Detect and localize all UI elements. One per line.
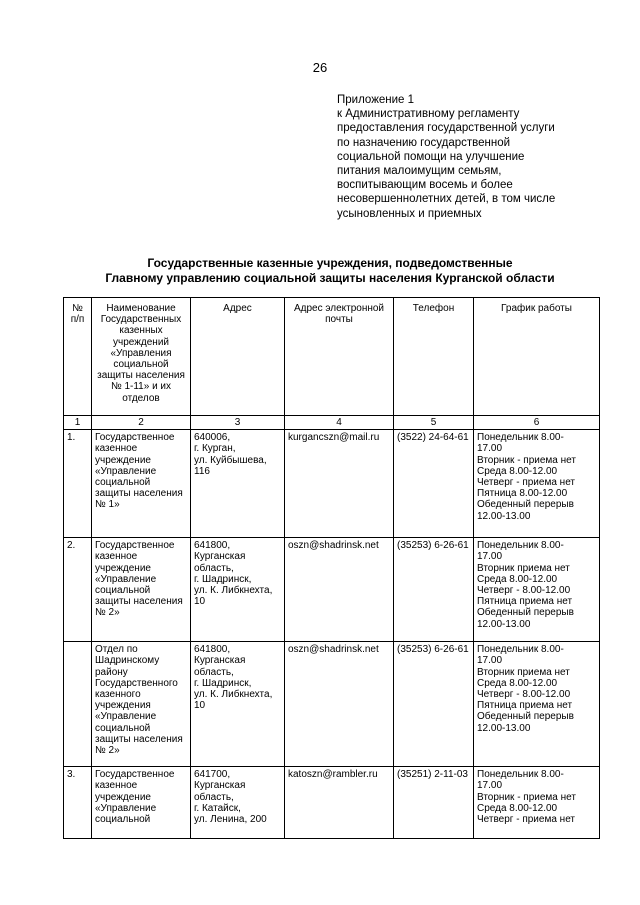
appendix-line: предоставления государственной услуги xyxy=(337,122,555,135)
schedule-line: Четверг - 8.00-12.00 xyxy=(477,585,571,597)
schedule-line: Среда 8.00-12.00 xyxy=(477,573,558,585)
row-num: 2. xyxy=(64,538,92,642)
address-line: 641700, xyxy=(194,769,231,781)
row-address xyxy=(191,430,285,538)
address-line: г. Катайск, xyxy=(194,802,241,814)
address-line: 641800, xyxy=(194,644,231,656)
schedule-line: 17.00 xyxy=(477,655,503,667)
row-num xyxy=(64,642,92,767)
title-line: Государственные казенные учреждения, подведомственные xyxy=(147,256,513,270)
schedule-line: Среда 8.00-12.00 xyxy=(477,802,558,814)
schedule-line: 12.00-13.00 xyxy=(477,618,531,630)
address-line: область, xyxy=(194,666,234,678)
schedule-line: Пятница 8.00-12.00 xyxy=(477,488,568,500)
header-address: Адрес xyxy=(191,298,285,416)
appendix-line: усыновленных и приемных xyxy=(337,207,482,220)
address-line: 640006, xyxy=(194,432,231,444)
column-number: 1 xyxy=(64,416,92,430)
appendix-line: несовершеннолетних детей, в том числе xyxy=(337,193,556,206)
row-schedule xyxy=(474,767,600,839)
document-title xyxy=(60,256,600,286)
address-line: 641800, xyxy=(194,540,231,552)
row-address xyxy=(191,538,285,642)
schedule-line: Вторник приема нет xyxy=(477,666,570,678)
address-line: ул. К. Либкнехта, xyxy=(194,689,273,701)
schedule-line: Обеденный перерыв xyxy=(477,711,574,723)
address-line: область, xyxy=(194,562,234,574)
schedule-line: Среда 8.00-12.00 xyxy=(477,677,558,689)
address-line: ул. Куйбышева, xyxy=(194,454,267,466)
schedule-line: Обеденный перерыв xyxy=(477,607,574,619)
schedule-line: 17.00 xyxy=(477,443,503,455)
schedule-line: Вторник - приема нет xyxy=(477,791,576,803)
schedule-line: Среда 8.00-12.00 xyxy=(477,465,558,477)
address-line: область, xyxy=(194,791,234,803)
schedule-line: 12.00-13.00 xyxy=(477,722,531,734)
page-number: 26 xyxy=(312,60,328,75)
row-num: 1. xyxy=(64,430,92,538)
column-number: 4 xyxy=(285,416,394,430)
institutions-table xyxy=(63,297,600,839)
header-num: № п/п xyxy=(64,298,92,416)
row-schedule xyxy=(474,642,600,767)
address-line: 10 xyxy=(194,596,206,608)
schedule-line: Понедельник 8.00- xyxy=(477,432,564,444)
schedule-line: Четверг - приема нет xyxy=(477,814,576,826)
header-name: Наименование Государственных казенных учреждений «Управления социальной защиты населения № 1-11» и их отделов xyxy=(92,298,191,416)
row-name: Государственное казенное учреждение «Управление социальной защиты населения № 2» xyxy=(92,538,191,642)
column-number: 6 xyxy=(474,416,600,430)
row-name: Государственное казенное учреждение «Управление социальной защиты населения № 1» xyxy=(92,430,191,538)
address-line: 10 xyxy=(194,700,206,712)
address-line: г. Курган, xyxy=(194,443,236,455)
schedule-line: Четверг - приема нет xyxy=(477,477,576,489)
appendix-line: по назначению государственной xyxy=(337,136,511,149)
row-phone: (3522) 24-64-61 xyxy=(394,430,474,538)
row-email: oszn@shadrinsk.net xyxy=(285,538,394,642)
row-name: Отдел по Шадринскому району Государственного казенного учреждения «Управление социальной защиты населения № 2» xyxy=(92,642,191,767)
schedule-line: Четверг - 8.00-12.00 xyxy=(477,689,571,701)
table-row xyxy=(64,642,600,767)
schedule-line: Пятница приема нет xyxy=(477,700,573,712)
schedule-line: Вторник приема нет xyxy=(477,562,570,574)
table-row xyxy=(64,767,600,839)
row-phone: (35253) 6-26-61 xyxy=(394,642,474,767)
row-name: Государственное казенное учреждение «Управление социальной xyxy=(92,767,191,839)
appendix-line: социальной помощи на улучшение xyxy=(337,150,525,163)
schedule-line: Понедельник 8.00- xyxy=(477,769,564,781)
address-line: ул. К. Либкнехта, xyxy=(194,585,273,597)
address-line: г. Шадринск, xyxy=(194,677,252,689)
column-number-row xyxy=(64,416,600,430)
row-phone: (35251) 2-11-03 xyxy=(394,767,474,839)
row-email: oszn@shadrinsk.net xyxy=(285,642,394,767)
row-address xyxy=(191,767,285,839)
schedule-line: Понедельник 8.00- xyxy=(477,540,564,552)
row-phone: (35253) 6-26-61 xyxy=(394,538,474,642)
row-address xyxy=(191,642,285,767)
title-line: Главному управлению социальной защиты населения Курганской области xyxy=(105,271,555,285)
header-schedule: График работы xyxy=(474,298,600,416)
schedule-line: 12.00-13.00 xyxy=(477,510,531,522)
appendix-line: к Административному регламенту xyxy=(337,108,520,121)
schedule-line: Пятница приема нет xyxy=(477,596,573,608)
schedule-line: 17.00 xyxy=(477,780,503,792)
header-phone: Телефон xyxy=(394,298,474,416)
appendix-note xyxy=(337,93,607,221)
schedule-line: Обеденный перерыв xyxy=(477,499,574,511)
address-line: ул. Ленина, 200 xyxy=(194,814,267,826)
appendix-line: Приложение 1 xyxy=(337,94,415,106)
column-number: 5 xyxy=(394,416,474,430)
address-line: Курганская xyxy=(194,780,246,792)
row-email: katoszn@rambler.ru xyxy=(285,767,394,839)
address-line: Курганская xyxy=(194,551,246,563)
row-schedule xyxy=(474,538,600,642)
table-header-row xyxy=(64,298,600,416)
appendix-line: питания малоимущим семьям, xyxy=(337,165,502,178)
appendix-line: воспитывающим восемь и более xyxy=(337,179,513,192)
schedule-line: Понедельник 8.00- xyxy=(477,644,564,656)
row-email: kurgancszn@mail.ru xyxy=(285,430,394,538)
header-email: Адрес электронной почты xyxy=(285,298,394,416)
schedule-line: 17.00 xyxy=(477,551,503,563)
address-line: 116 xyxy=(194,465,210,477)
schedule-line: Вторник - приема нет xyxy=(477,454,576,466)
column-number: 3 xyxy=(191,416,285,430)
row-schedule xyxy=(474,430,600,538)
address-line: г. Шадринск, xyxy=(194,573,252,585)
row-num: 3. xyxy=(64,767,92,839)
table-row xyxy=(64,430,600,538)
address-line: Курганская xyxy=(194,655,246,667)
table-row xyxy=(64,538,600,642)
column-number: 2 xyxy=(92,416,191,430)
